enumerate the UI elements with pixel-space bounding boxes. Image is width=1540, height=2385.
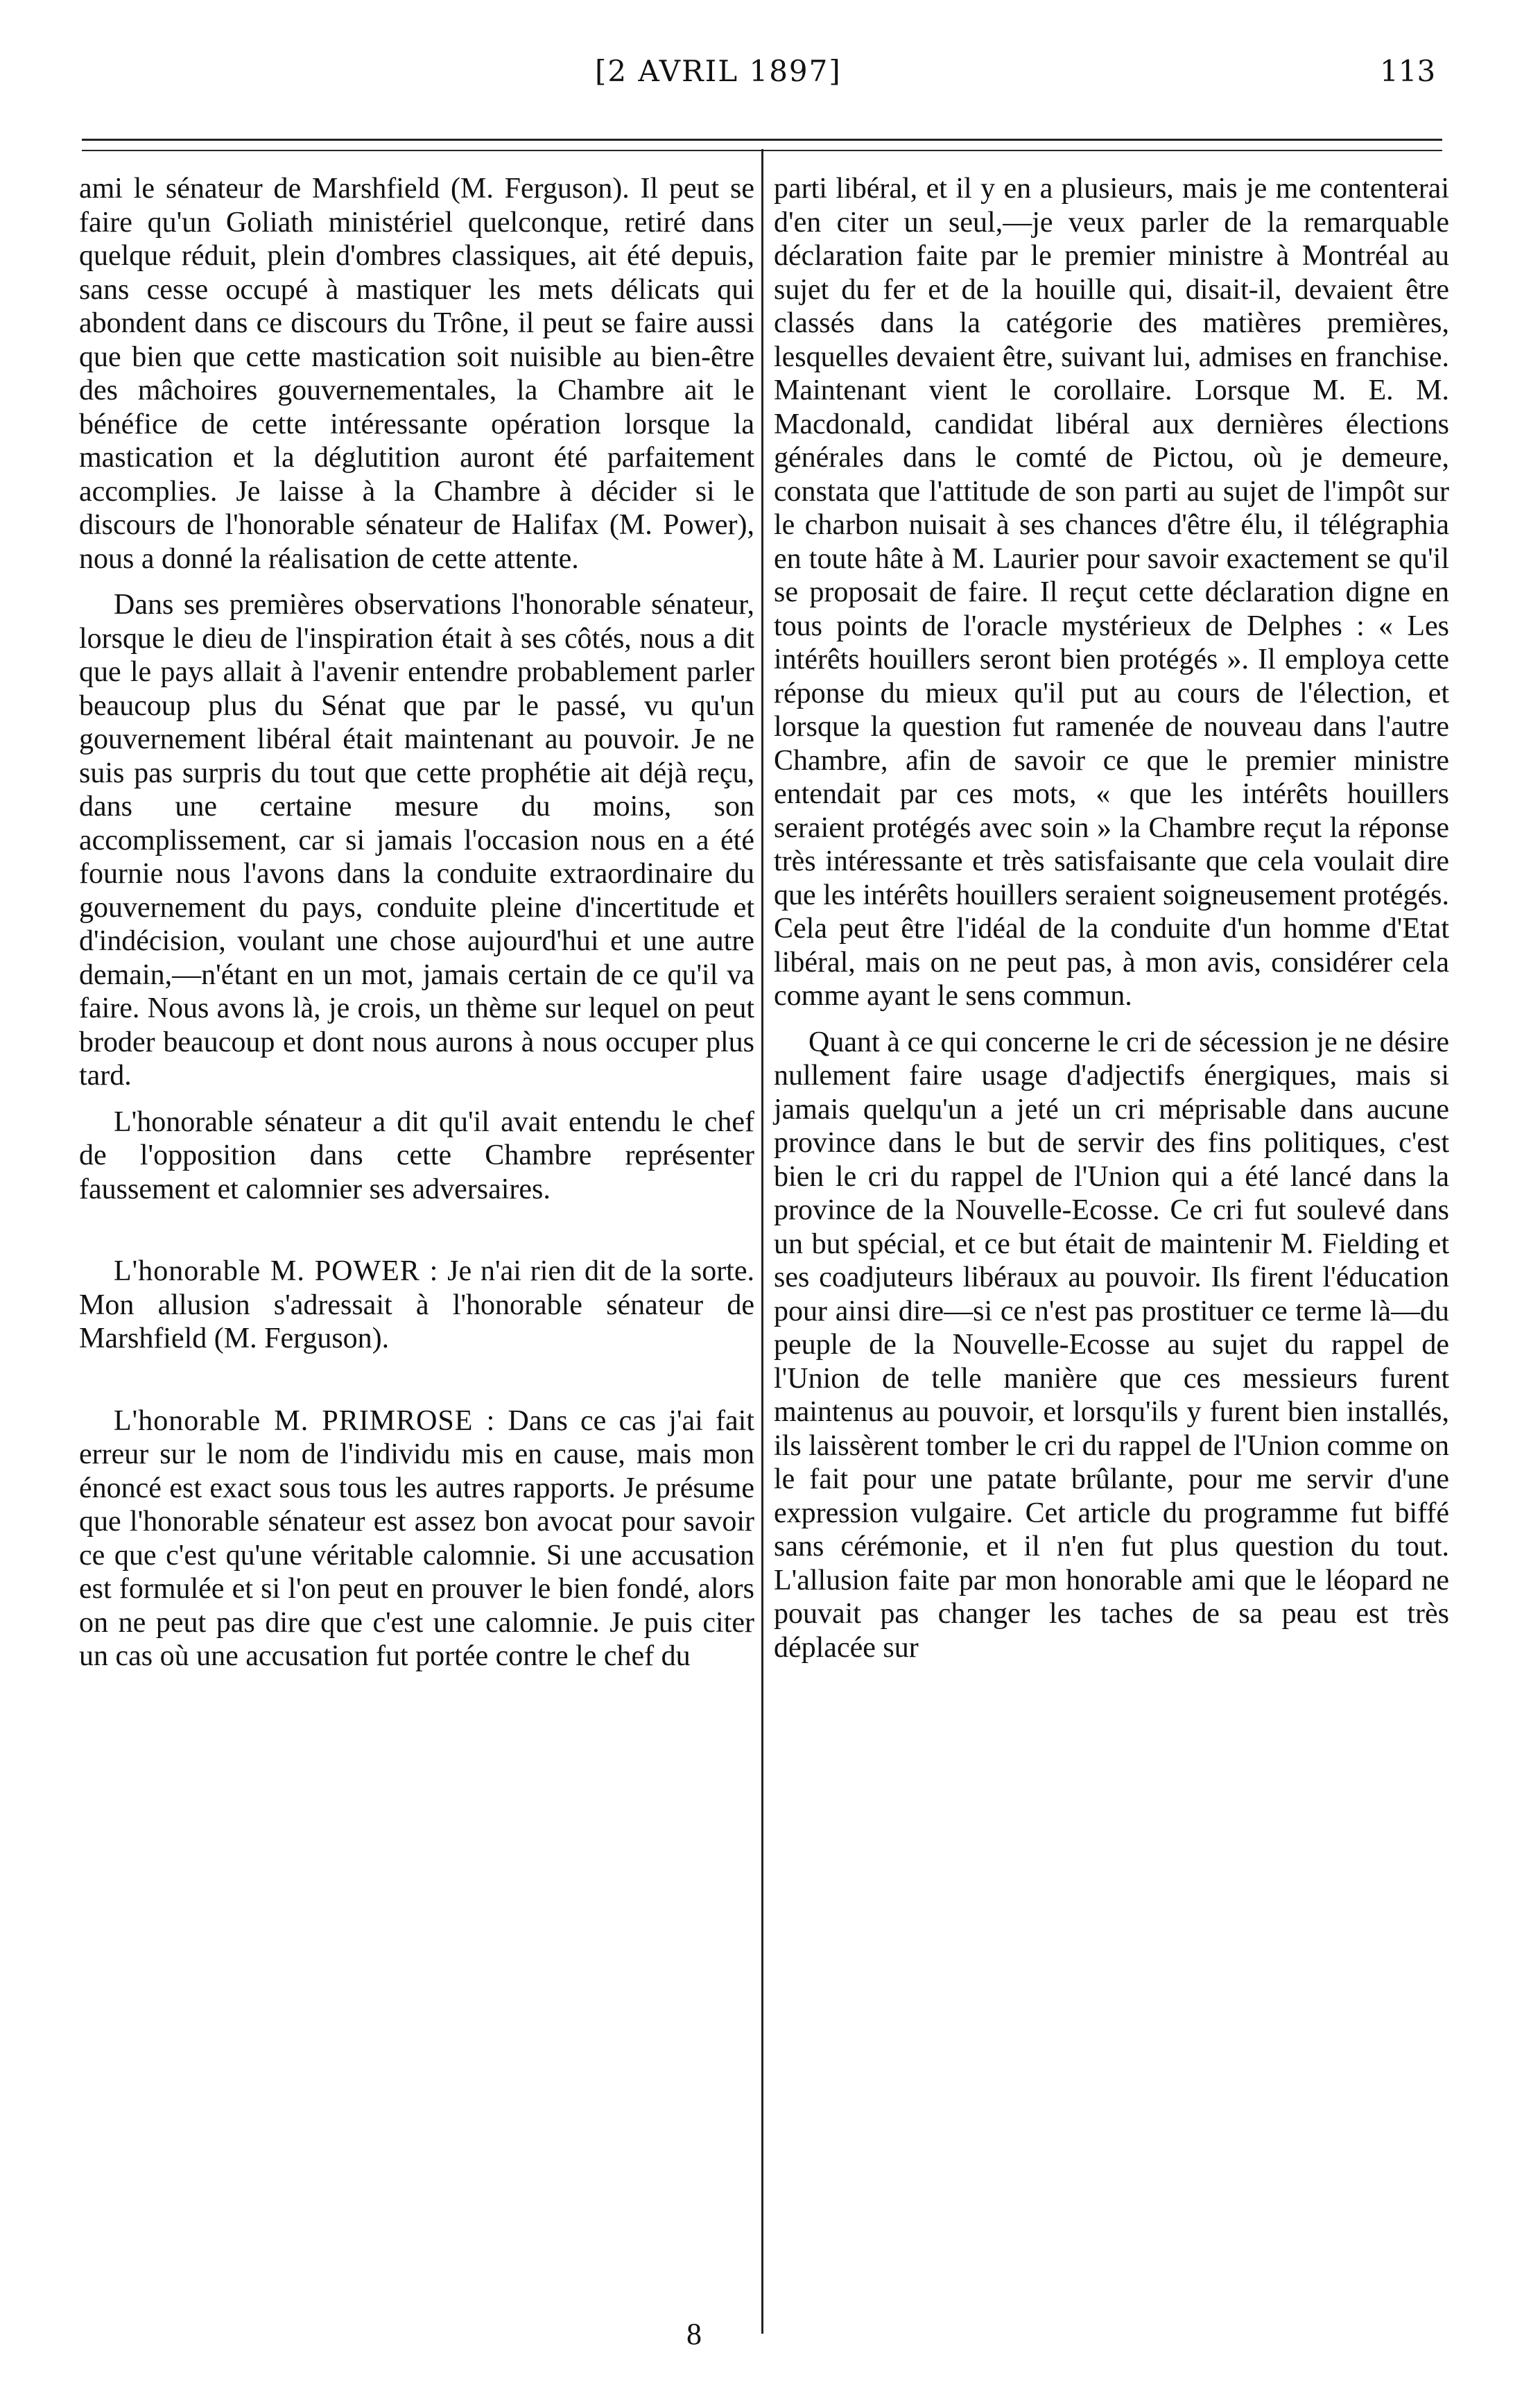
left-column bbox=[79, 172, 754, 1673]
left-paragraph-3: L'honorable sénateur a dit qu'il avait entendu le chef de l'opposition dans cette Chambre représenter faussement et calomnier ses adversaires. bbox=[79, 1105, 754, 1205]
speech-primrose: Dans ce cas j'ai fait erreur sur le nom de l'individu mis en cause, mais mon énoncé est exact sous tous les autres rapports. Je présume que l'honorable sénateur est assez bon avocat pour savoir ce que c'est qu'une véritable calomnie. Si une accusation est formulée et si l'on peut en prouver le bien fondé, alors on ne peut pas dire que c'est une calomnie. Je puis citer un cas où une accusation fut portée contre le chef du bbox=[79, 1404, 754, 1672]
left-paragraph-2: Dans ses premières observations l'honorable sénateur, lorsque le dieu de l'inspiration était à ses côtés, nous a dit que le pays allait à l'avenir entendre probablement parler beaucoup plus du Sénat que par le passé, vu qu'un gouvernement libéral était maintenant au pouvoir. Je ne suis pas surpris du tout que cette prophétie ait déjà reçu, dans une certaine mesure du moins, son accomplissement, car si jamais l'occasion nous en a été fournie nous l'avons dans la conduite extraordinaire du gouvernement du pays, conduite pleine d'incertitude et d'indécision, voulant une chose aujourd'hui et une autre demain,—n'étant en un mot, jamais certain de ce qu'il va faire. Nous avons là, je crois, un thème sur lequel on peut broder beaucoup et dont nous aurons à nous occuper plus tard. bbox=[79, 589, 754, 1092]
header-date: [2 AVRIL 1897] bbox=[595, 54, 842, 88]
left-paragraph-5 bbox=[79, 1404, 754, 1673]
speaker-primrose: L'honorable M. PRIMROSE : bbox=[114, 1404, 496, 1437]
column-divider bbox=[761, 149, 763, 2334]
page-number: 113 bbox=[1380, 54, 1436, 88]
speaker-power: L'honorable M. POWER : bbox=[114, 1255, 439, 1287]
page-header bbox=[0, 54, 1540, 103]
speech-power: Je n'ai rien dit de la sorte. Mon allusion s'adressait à l'honorable sénateur de Marshfield (M. Ferguson). bbox=[79, 1255, 754, 1354]
left-paragraph-1: ami le sénateur de Marshfield (M. Ferguson). Il peut se faire qu'un Goliath ministériel quelconque, retiré dans quelque réduit, plein d'ombres classiques, ait été depuis, sans cesse occupé à mastiquer les mets délicats qui abondent dans ce discours du Trône, il peut se faire aussi que bien que cette mastication soit nuisible au bien-être des mâchoires gouvernementales, la Chambre ait le bénéfice de cette intéressante opération lorsque la mastication et la déglutition auront été parfaitement accomplies. Je laisse à la Chambre à décider si le discours de l'honorable sénateur de Halifax (M. Power), nous a donné la réalisation de cette attente. bbox=[79, 173, 754, 575]
left-paragraph-4 bbox=[79, 1255, 754, 1356]
right-column bbox=[774, 172, 1449, 1664]
header-rule-top bbox=[82, 139, 1442, 141]
right-paragraph-1: parti libéral, et il y en a plusieurs, mais je me contenterai d'en citer un seul,—je veux parler de la remarquable déclaration faite par le premier ministre à Montréal au sujet du fer et de la houille qui, disait-il, devaient être classés dans la catégorie des matières premières, lesquelles devaient être, suivant lui, admises en franchise. Maintenant vient le corollaire. Lorsque M. E. M. Macdonald, candidat libéral aux dernières élections générales dans le comté de Pictou, où je demeure, constata que l'attitude de son parti au sujet de l'impôt sur le charbon nuisait à ses chances d'être élu, il télégraphia en toute hâte à M. Laurier pour savoir exactement se qu'il se proposait de faire. Il reçut cette déclaration digne en tous points de l'oracle mystérieux de Delphes : « Les intérêts houillers seront bien protégés ». Il employa cette réponse du mieux qu'il put au cours de l'élection, et lorsque la question fut ramenée de nouveau dans l'autre Chambre, afin de savoir ce que le premier ministre entendait par ces mots, « que les intérêts houillers seraient protégés avec soin » la Chambre reçut la réponse très intéressante et très satisfaisante que cela voulait dire que les intérêts houillers seraient soigneusement protégés. Cela peut être l'idéal de la conduite d'un homme d'Etat libéral, mais on ne peut pas, à mon avis, considérer cela comme ayant le sens commun. bbox=[774, 173, 1449, 1012]
signature-mark: 8 bbox=[686, 2317, 702, 2351]
right-paragraph-2: Quant à ce qui concerne le cri de sécession je ne désire nullement faire usage d'adjectifs énergiques, mais si jamais quelqu'un a jeté un cri méprisable dans aucune province dans le but de servir des fins politiques, c'est bien le cri du rappel de l'Union qui a été lancé dans la province de la Nouvelle-Ecosse. Ce cri fut soulevé dans un but spécial, et ce but était de maintenir M. Fielding et ses coadjuteurs libéraux au pouvoir. Ils firent l'éducation pour ainsi dire—si ce n'est pas prostituer ce terme là—du peuple de la Nouvelle-Ecosse au sujet du rappel de l'Union de telle manière que ces messieurs furent maintenus au pouvoir, et lorsqu'ils y furent bien installés, ils laissèrent tomber le cri du rappel de l'Union comme on le fait pour une patate brûlante, pour me servir d'une expression vulgaire. Cet article du programme fut biffé sans cérémonie, et il n'en fut plus question du tout. L'allusion faite par mon honorable ami que le léopard ne pouvait pas changer les taches de sa peau est très déplacée sur bbox=[774, 1026, 1449, 1664]
